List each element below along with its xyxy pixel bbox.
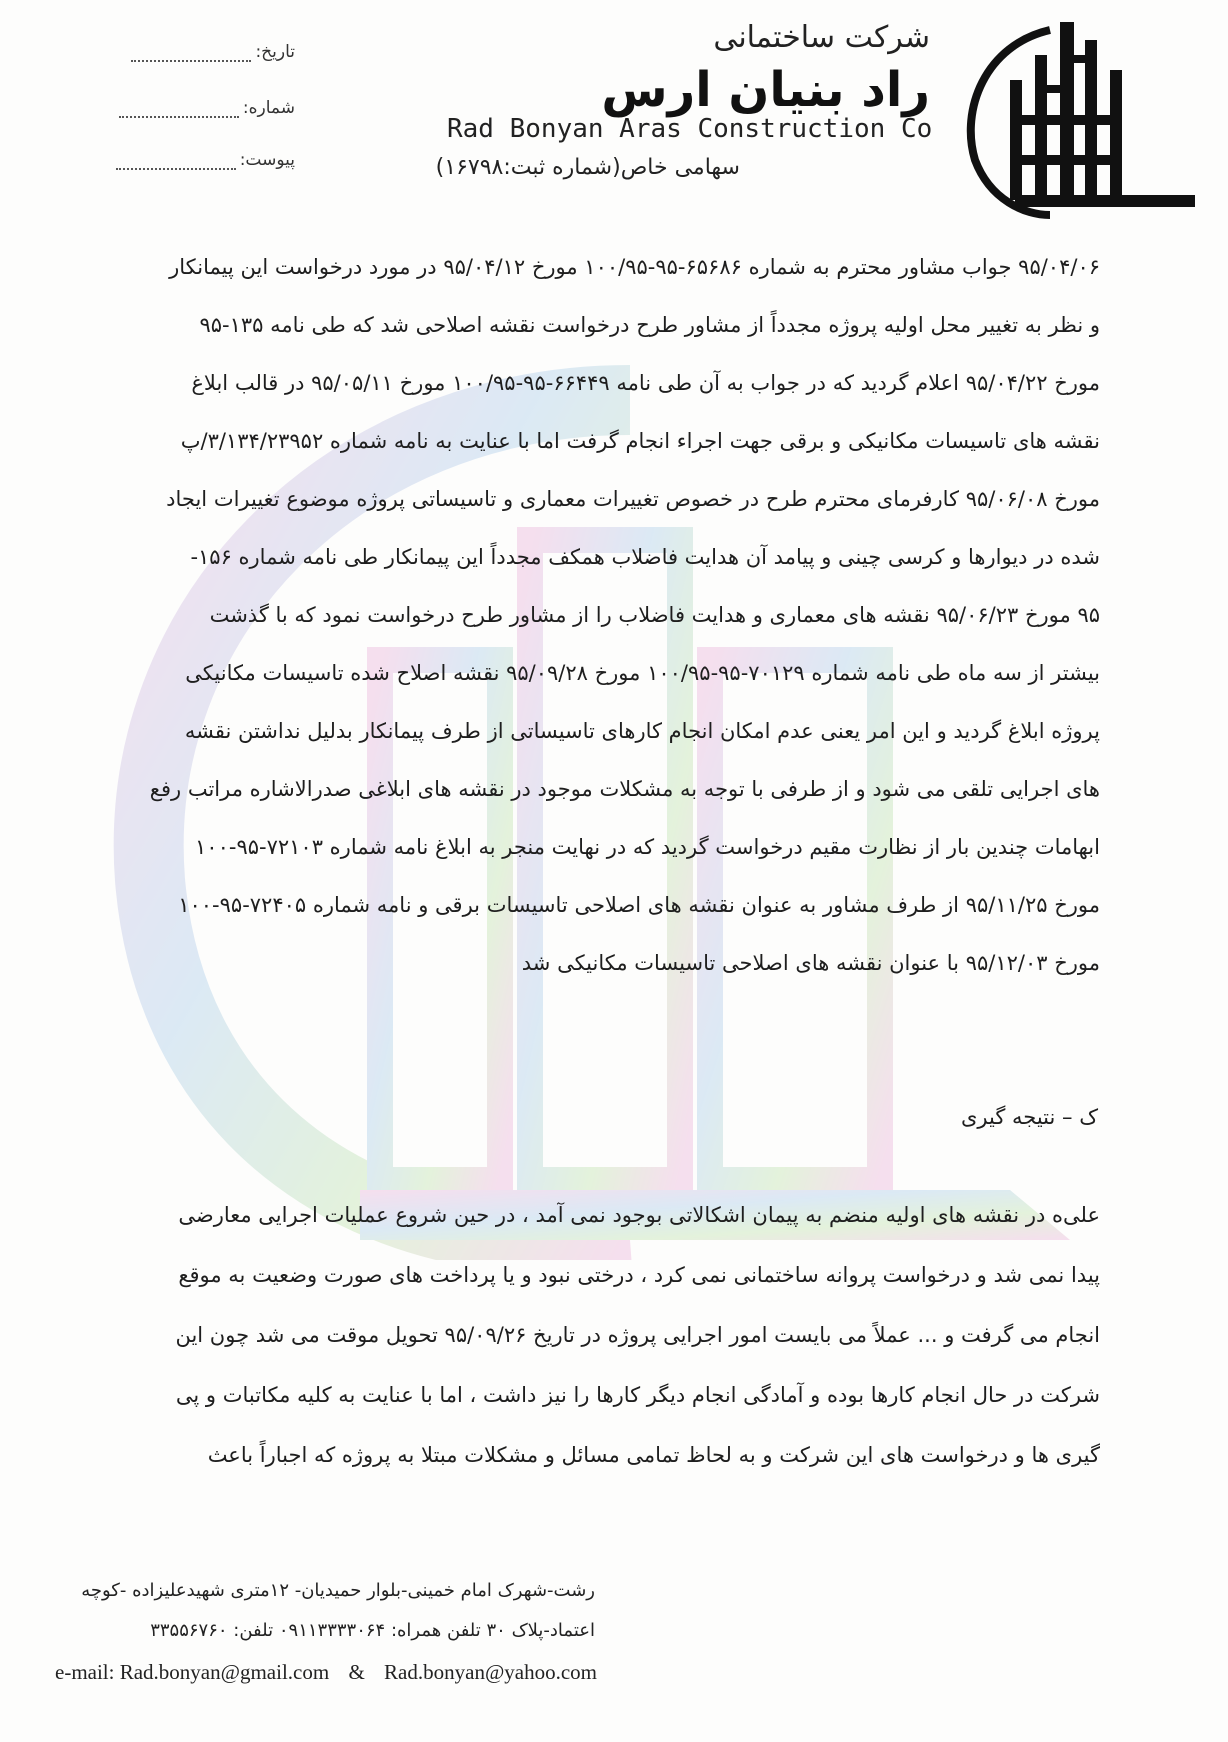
date-dots xyxy=(131,60,251,62)
text-line: مورخ ۹۵/۰۶/۰۸ کارفرمای محترم طرح در خصوص تغییرات معماری و تاسیساتی پروژه موضوع تغییرات ایجاد xyxy=(166,487,1100,511)
attachment-label: پیوست: xyxy=(239,150,295,170)
text-line: انجام می گرفت و ... عملاً می بایست امور اجرایی پروژه در تاریخ ۹۵/۰۹/۲۶ تحویل موقت می شد چون این xyxy=(175,1323,1100,1347)
text-line: بیشتر از سه ماه طی نامه شماره ۷۰۱۲۹-۹۵-۱۰۰/۹۵ مورخ ۹۵/۰۹/۲۸ نقشه اصلاح شده تاسیسات مکانیکی xyxy=(185,661,1100,685)
registration-number: سهامی خاص(شماره ثبت:۱۶۷۹۸) xyxy=(435,155,740,180)
company-name-small: شرکت ساختمانی xyxy=(713,20,930,55)
text-line: ۹۵/۰۴/۰۶ جواب مشاور محترم به شماره ۶۵۶۸۶-۹۵-۱۰۰/۹۵ مورخ ۹۵/۰۴/۱۲ در مورد درخواست این پیمانکار xyxy=(169,255,1100,279)
company-name-english: Rad Bonyan Aras Construction Co xyxy=(447,114,933,144)
attachment-field xyxy=(115,150,295,180)
text-line: ابهامات چندین بار از نظارت مقیم درخواست گردید که در نهایت منجر به ابلاغ نامه شماره ۷۲۱۰۳-۹۵-۱۰۰ xyxy=(195,835,1100,859)
number-label: شماره: xyxy=(242,98,295,118)
email-label: e-mail: xyxy=(55,1660,115,1684)
text-line: گیری ها و درخواست های این شرکت و به لحاظ تمامی مسائل و مشکلات مبتلا به پروژه که اجباراً باعث xyxy=(207,1443,1100,1467)
attachment-dots xyxy=(116,168,236,170)
section-title-conclusion: ک – نتیجه گیری xyxy=(960,1105,1098,1129)
text-line: نقشه های تاسیسات مکانیکی و برقی جهت اجراء انجام گرفت اما با عنایت به نامه شماره ۳/۱۳۴/۲۳۹۵۲/پ xyxy=(180,429,1100,453)
date-label: تاریخ: xyxy=(255,42,295,62)
text-line: ۹۵ مورخ ۹۵/۰۶/۲۳ نقشه های معماری و هدایت فاضلاب را از مشاور طرح درخواست نمود که با گذشت xyxy=(209,603,1100,627)
number-field xyxy=(115,98,295,128)
email-gmail-link[interactable]: Rad.bonyan@gmail.com xyxy=(119,1660,330,1684)
footer-phone: اعتماد-پلاک ۳۰ تلفن همراه: ۰۹۱۱۳۳۳۳۰۶۴ تلفن: ۳۳۵۵۶۷۶۰ xyxy=(150,1620,595,1641)
text-line: پروژه ابلاغ گردید و این امر یعنی عدم امکان انجام کارهای تاسیساتی از طرف پیمانکار بدلیل نداشتن نقشه xyxy=(184,719,1100,743)
company-logo xyxy=(955,10,1200,225)
footer-email xyxy=(55,1660,755,1685)
company-name-large: راد بنیان ارس xyxy=(601,62,930,118)
email-separator: & xyxy=(348,1660,365,1684)
text-line: مورخ ۹۵/۱۱/۲۵ از طرف مشاور به عنوان نقشه های اصلاحی تاسیسات برقی و نامه شماره ۷۲۴۰۵-۹۵-۱۰۰ xyxy=(178,893,1100,917)
text-line: شده در دیوارها و کرسی چینی و پیامد آن هدایت فاضلاب همکف مجدداً این پیمانکار طی نامه شماره ۱۵۶- xyxy=(190,545,1100,569)
email-yahoo-link[interactable]: Rad.bonyan@yahoo.com xyxy=(384,1660,598,1684)
text-line: مورخ ۹۵/۰۴/۲۲ اعلام گردید که در جواب به آن طی نامه ۶۶۴۴۹-۹۵-۱۰۰/۹۵ مورخ ۹۵/۰۵/۱۱ در قالب ابلاغ xyxy=(191,371,1100,395)
text-line: و نظر به تغییر محل اولیه پروژه مجدداً از مشاور طرح درخواست نقشه اصلاحی شد که طی نامه ۱۳۵-۹۵ xyxy=(199,313,1100,337)
footer-address: رشت-شهرک امام خمینی-بلوار حمیدیان- ۱۲متری شهیدعلیزاده -کوچه xyxy=(81,1580,595,1601)
number-dots xyxy=(119,116,239,118)
text-line: شرکت در حال انجام کارها بوده و آمادگی انجام دیگر کارها را نیز داشت ، اما با عنایت به کلیه مکاتبات و پی xyxy=(175,1383,1100,1407)
body-paragraph-1 xyxy=(140,238,1100,992)
text-line: مورخ ۹۵/۱۲/۰۳ با عنوان نقشه های اصلاحی تاسیسات مکانیکی شد xyxy=(521,951,1100,975)
date-field xyxy=(115,42,295,72)
body-paragraph-2 xyxy=(150,1185,1100,1485)
text-line: علی‌ه در نقشه های اولیه منضم به پیمان اشکالاتی بوجود نمی آمد ، در حین شروع عملیات اجرایی معارضی xyxy=(178,1203,1100,1227)
text-line: های اجرایی تلقی می شود و از طرفی با توجه به مشکلات موجود در نقشه های ابلاغی صدرالاشاره مراتب رفع xyxy=(149,777,1100,801)
text-line: پیدا نمی شد و درخواست پروانه ساختمانی نمی کرد ، درختی نبود و یا پرداخت های صورت وضعیت به موقع xyxy=(178,1263,1100,1287)
